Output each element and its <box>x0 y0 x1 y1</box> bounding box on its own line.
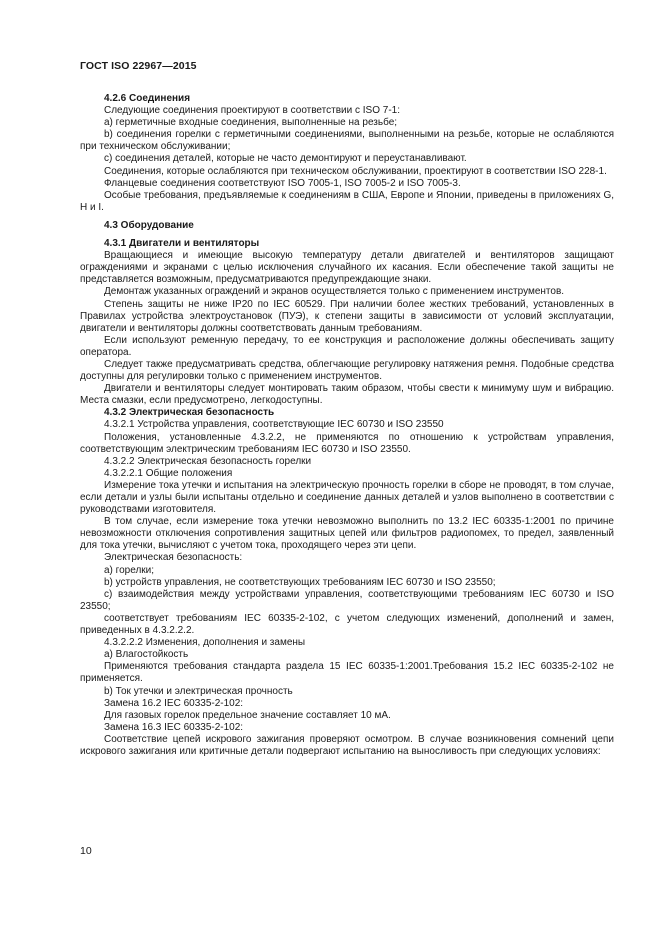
paragraph: Следующие соединения проектируют в соответствии с ISO 7-1: <box>104 105 400 117</box>
paragraph: Замена 16.2 IEC 60335-2-102: <box>104 697 244 709</box>
list-item: c) соединения деталей, которые не часто демонтируют и переустанавливают. <box>104 153 467 165</box>
page-number: 10 <box>80 845 92 857</box>
paragraph: Положения, установленные 4.3.2.2, не применяются по отношению к устройствам управления, соответствующим электрическим требованиям IEC 60730 и ISO 23550. <box>80 431 614 455</box>
paragraph: Демонтаж указанных ограждений и экранов осуществляется только с применением инструментов. <box>104 286 565 298</box>
section-heading-4-3: 4.3 Оборудование <box>104 219 194 231</box>
paragraph: В том случае, если измерение тока утечки невозможно выполнить по 13.2 IEC 60335-1:2001 по причине невозможности отключения сопротивления защитных цепей или фильтров радиопомех, то предел, заявленный для тока утечки, вычисляют с учетом тока, проходящего через эти цепи. <box>80 516 614 552</box>
list-item: c) взаимодействия между устройствами управления, соответствующими требованиям IEC 60730 и ISO 23550; <box>80 588 614 612</box>
paragraph: Двигатели и вентиляторы следует монтировать таким образом, чтобы свести к минимуму шум и вибрацию. Места смазки, если предусмотрено, легкодоступны. <box>80 383 614 407</box>
list-item: a) горелки; <box>104 564 155 576</box>
section-heading-4-2-6: 4.2.6 Соединения <box>104 93 191 104</box>
paragraph: Соединения, которые ослабляются при техническом обслуживании, проектируют в соответствии ISO 228-1. <box>104 165 607 177</box>
list-item: a) герметичные входные соединения, выполненные на резьбе; <box>104 117 398 129</box>
document-body <box>80 93 614 758</box>
paragraph: Если используют ременную передачу, то ее конструкция и расположение должны обеспечивать защиту оператора. <box>80 334 614 358</box>
paragraph: Для газовых горелок предельное значение составляет 10 мА. <box>104 709 391 721</box>
paragraph: Вращающиеся и имеющие высокую температуру детали двигателей и вентиляторов защищают ограждениями и экранами с целью исключения случайного их касания. Если обеспечение такой защиты не представляется возможным, предусматриваются предупреждающие знаки. <box>80 250 614 286</box>
paragraph: Замена 16.3 IEC 60335-2-102: <box>104 721 244 733</box>
subsection-title: 4.3.2.2 Электрическая безопасность горелки <box>104 455 312 467</box>
paragraph: Особые требования, предъявляемые к соединениям в США, Европе и Японии, приведены в приложениях G, H и I. <box>80 189 614 213</box>
paragraph: Следует также предусматривать средства, облегчающие регулировку натяжения ремня. Подобные средства доступны для регулировки только с применением инструментов. <box>80 358 614 383</box>
list-item: b) соединения горелки с герметичными соединениями, выполненными на резьбе, которые не ослабляются при техническом обслуживании; <box>80 129 614 153</box>
paragraph: Соответствие цепей искрового зажигания проверяют осмотром. В случае возникновения сомнений цепи искрового зажигания или критичные детали подвергают испытанию на выносливость при следующих условиях: <box>80 733 614 757</box>
list-item: a) Влагостойкость <box>104 649 189 661</box>
list-item: b) Ток утечки и электрическая прочность <box>104 685 293 697</box>
section-heading-4-3-1: 4.3.1 Двигатели и вентиляторы <box>104 238 260 250</box>
paragraph: Измерение тока утечки и испытания на электрическую прочность горелки в сборе не проводят, в том случае, если детали и узлы были испытаны отдельно и соединение данных деталей и узлов выполнено в соответствии с руководствами изготовителя. <box>80 479 614 516</box>
subsection-title: 4.3.2.2.2 Изменения, дополнения и замены <box>104 637 306 649</box>
subsection-title: 4.3.2.2.1 Общие положения <box>104 467 233 479</box>
paragraph: Электрическая безопасность: <box>104 552 243 564</box>
section-heading-4-3-2: 4.3.2 Электрическая безопасность <box>104 407 275 419</box>
paragraph: Применяются требования стандарта раздела 15 IEC 60335-1:2001.Требования 15.2 IEC 60335-2-102 не применяется. <box>80 661 614 685</box>
list-item: b) устройств управления, не соответствующих требованиям IEC 60730 и ISO 23550; <box>104 576 496 588</box>
paragraph: соответствует требованиям IEC 60335-2-102, с учетом следующих изменений, дополнений и замен, приведенных в 4.3.2.2.2. <box>80 612 614 637</box>
paragraph: Степень защиты не ниже IP20 по IEC 60529. При наличии более жестких требований, установленных в Правилах устройства электроустановок (ПУЭ), к степени защиты в зависимости от условий эксплуатации, двигатели и вентиляторы должны соответствовать данным требованиям. <box>80 298 614 334</box>
subsection-title: 4.3.2.1 Устройства управления, соответствующие IEC 60730 и ISO 23550 <box>104 419 444 431</box>
page-header: ГОСТ ISO 22967—2015 <box>80 60 197 72</box>
paragraph: Фланцевые соединения соответствуют ISO 7005-1, ISO 7005-2 и ISO 7005-3. <box>104 177 461 189</box>
